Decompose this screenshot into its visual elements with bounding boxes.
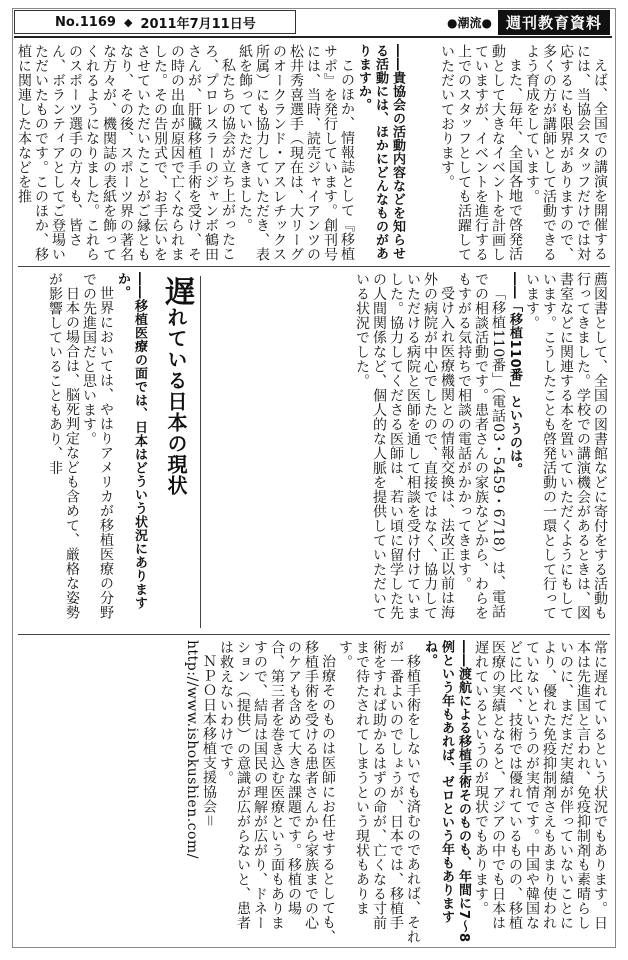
middle-right-text — [214, 272, 608, 628]
bottom-text — [18, 640, 608, 944]
issue-box — [14, 10, 296, 34]
header-right — [447, 10, 610, 34]
journal-title: 週刊教育資料 — [498, 10, 610, 35]
section-title — [154, 276, 198, 616]
credit-url[interactable]: http://www.ishokushien.com/ — [184, 640, 200, 859]
paragraph: 日本の場合は、脳死判定なども含めて、厳格な姿勢が影響していることもあり、非 — [47, 272, 80, 620]
paragraph: 薦図書として、全国の図書館などに寄付をする活動も行ってきました。学校での講演機会があるときは、図書室などに関連する本を置いていただくようにもしています。こうしたことも啓発活動の一環として行っています。 — [524, 272, 608, 620]
credit-org: ＮＰＯ日本移植支援協会＝ — [201, 654, 217, 828]
page-header — [14, 10, 614, 34]
title-text: れている日本の現状 — [164, 307, 188, 496]
title-initial: 遅 — [159, 276, 194, 307]
paragraph: 受け入れ医療機関との情報交換は、法改正以前は海外の病院が中心でしたので、直接ではなく、協力していただける病院と医師を通して相談を受け付けていました。協力してくださる医師は、若い頃に留学した先の人間関係など、個人的な人脈を提供していただいている状況でした。 — [354, 272, 455, 620]
question-heading: ――「移植110番」というのは。 — [507, 272, 522, 477]
question-heading: ――移植医療の面では、日本はどういう状況にありますか。 — [115, 272, 147, 610]
band-divider — [18, 266, 610, 267]
top-left-text — [18, 44, 406, 262]
section-label: ●潮流● — [447, 15, 492, 30]
header-rule — [14, 36, 612, 38]
question-heading: ――渡航による移植手術そのものも、年間に7～8例という年もあれば、ゼロという年もありますね。 — [422, 640, 471, 943]
question-heading: ――貴協会の活動内容などを知らせる活動には、ほかにどんなものがありますか。 — [356, 44, 405, 260]
credit-line — [183, 640, 217, 944]
paragraph: 常に遅れているという状況でもあります。日本は先進国と言われ、免疫抑制剤も素晴らしいのに、まだまだ実績が伴っていないことにより、優れた免疫抑制剤さえもあまり使われていないというのが実情です。中国や韓国などに比べ、技術では優れているものの、移植医療の実績となると、アジアの中でも日本は遅れているというのが現状でもあります。 — [473, 640, 608, 930]
paragraph: 移植手術をしないでも済むのであれば、それが一番よいのでしょうが、日本では、移植手術をすれば助かるはずの命が、亡くなる寸前まで待たされてしまうという現状もあります。 — [337, 640, 421, 944]
paragraph: 世界においては、やはりアメリカが移植医療の分野での先進国だと思います。 — [81, 272, 114, 620]
band-divider — [18, 634, 610, 635]
paragraph: 「移植110番」（電話03・5459・6718）は、電話での相談活動です。患者さんの家族などから、わらをもすがる気持ちで相談の電話がかかってきます。 — [456, 272, 506, 620]
column-divider — [200, 276, 201, 628]
paragraph: えば、全国での講演を開催するには、当協会スタッフだけでは対応するにも限界がありますので、多くの方が講師として活動できるよう育成をしています。 — [524, 44, 608, 262]
issue-number: No.1169 — [55, 14, 116, 30]
top-right-text — [408, 44, 608, 262]
paragraph: 私たちの協会が立ち上がったころ、プロレスラーのジャンボ鶴田さんが、肝臓移植手術を受け、その時の出血が原因で亡くなられました。その告別式で、お手伝いをさせていただいたことがご縁ともなり、その後、スポーツ界の著名な方々が、機関誌の表紙を飾ってくれるようになりました。これらのスポーツ選手の方々も、皆さん、ボランティアとしてご登場いただいたものです。このほか、移植に関連した本などを推 — [16, 44, 236, 262]
middle-left-text — [18, 272, 148, 628]
paragraph: また、毎年、全国各地で啓発活動として大きなイベントを計画していますが、イベントを進行する上でのスタッフとしても活躍していただいております。 — [439, 44, 523, 262]
diamond-separator: ◆ — [123, 15, 133, 29]
paragraph: 治療そのものは医師にお任せするとしても、移植手術を受ける患者さんから家族までの心のケアも含めて大きな課題です。移植の場合、第三者を巻き込む医療という面もありますので、結局は国民の理解が広がり、ドネーション（提供）の意識が広がらないと、患者は救えないわけです。 — [218, 640, 336, 944]
issue-date: 2011年7月11日号 — [140, 16, 256, 32]
paragraph: このほか、情報誌として『移植サポ』を発行しています。創刊号には、当時、読売ジャイアンツの松井秀喜選手（現在は、大リーグのオークランド・アスレチックス所属）にも協力していただき、表紙を飾っていただきました。 — [237, 44, 355, 262]
